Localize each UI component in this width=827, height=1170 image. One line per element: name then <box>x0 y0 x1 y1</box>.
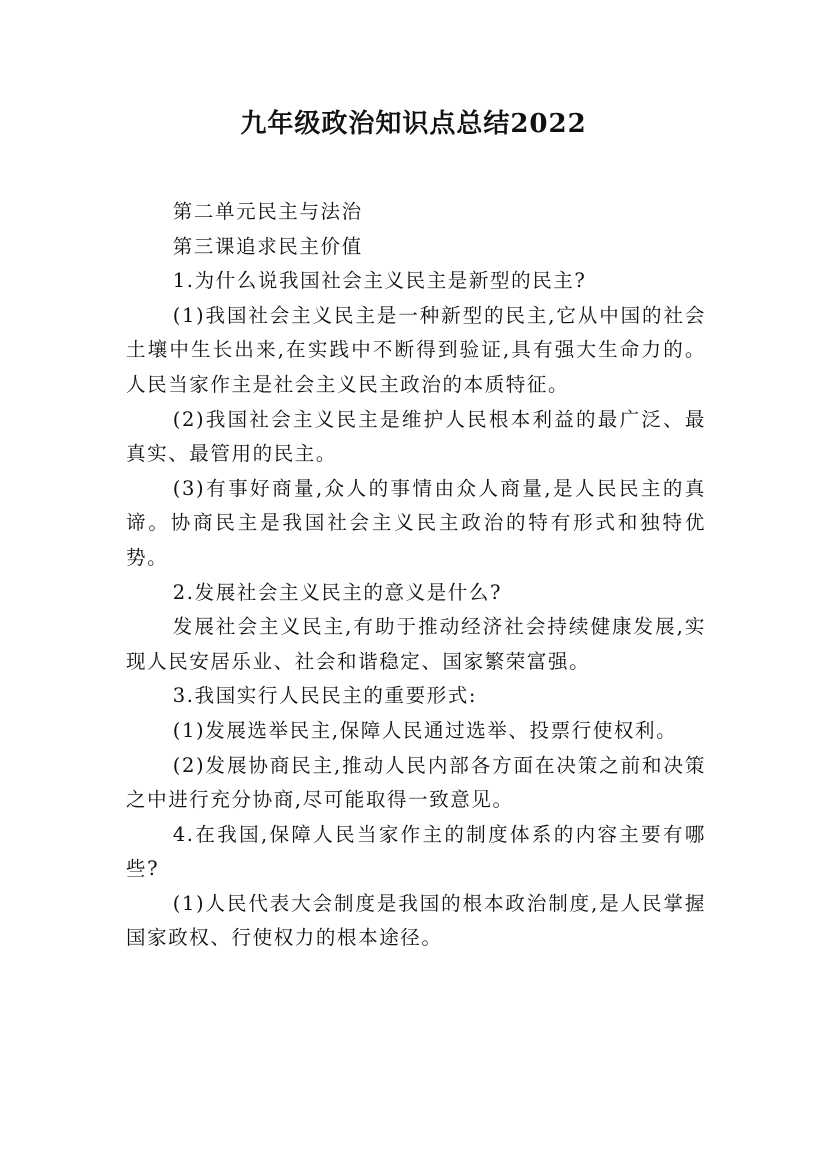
answer-3-point-1: (1)发展选举民主,保障人民通过选举、投票行使权利。 <box>172 718 678 742</box>
document-body <box>126 195 706 956</box>
document-title: 九年级政治知识点总结2022 <box>240 109 587 139</box>
unit-heading: 第二单元民主与法治 <box>172 200 363 223</box>
question-3: 3.我国实行人民民主的重要形式: <box>172 684 478 708</box>
question-4: 4.在我国,保障人民当家作主的制度体系的内容主要有哪些? <box>126 822 706 881</box>
answer-2: 发展社会主义民主,有助于推动经济社会持续健康发展,实现人民安居乐业、社会和谐稳定、国家繁荣富强。 <box>126 615 706 673</box>
question-1: 1.为什么说我国社会主义民主是新型的民主? <box>172 269 587 293</box>
answer-3-point-2: (2)发展协商民主,推动人民内部各方面在决策之前和决策之中进行充分协商,尽可能取得一致意见。 <box>126 753 706 812</box>
answer-4-point-1: (1)人民代表大会制度是我国的根本政治制度,是人民掌握国家政权、行使权力的根本途径。 <box>126 891 706 950</box>
answer-1-point-1: (1)我国社会主义民主是一种新型的民主,它从中国的社会土壤中生长出来,在实践中不断得到验证,具有强大生命力的。人民当家作主是社会主义民主政治的本质特征。 <box>126 303 706 396</box>
lesson-heading: 第三课追求民主价值 <box>172 234 363 258</box>
answer-1-point-2: (2)我国社会主义民主是维护人民根本利益的最广泛、最真实、最管用的民主。 <box>126 407 706 466</box>
answer-1-point-3: (3)有事好商量,众人的事情由众人商量,是人民民主的真谛。协商民主是我国社会主义民主政治的特有形式和独特优势。 <box>126 476 706 569</box>
question-2: 2.发展社会主义民主的意义是什么? <box>172 580 503 604</box>
